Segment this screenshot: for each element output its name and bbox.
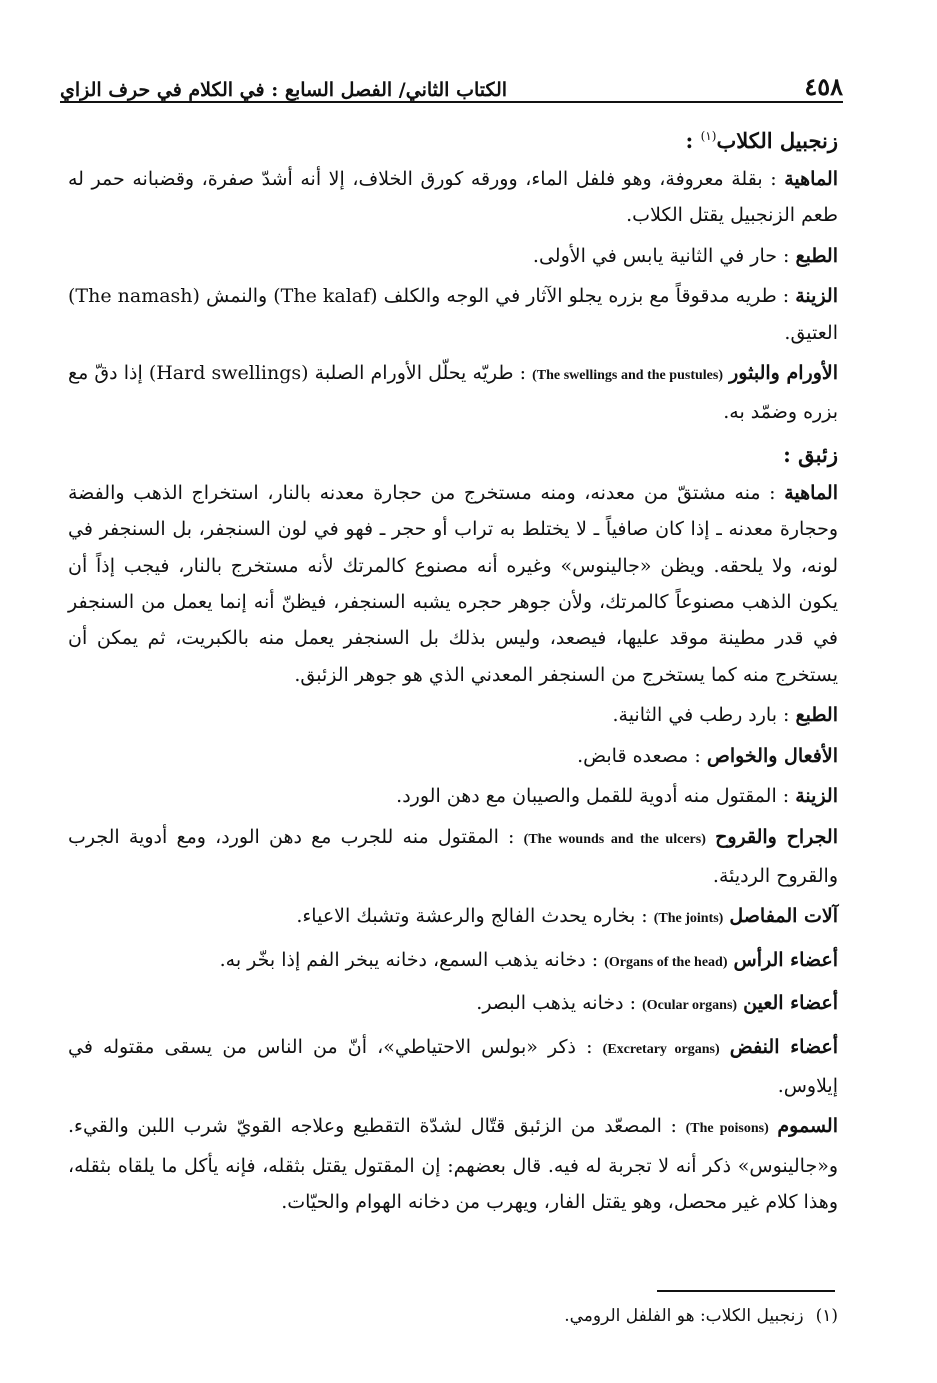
paragraph-text: : بارد رطب في الثانية. (612, 704, 790, 727)
entry-title-zanjabil (68, 116, 838, 161)
term: الطبع (795, 704, 838, 727)
page-header (60, 55, 843, 101)
latin-gloss: (Ocular organs) (642, 998, 738, 1014)
term: أعضاء الرأس (733, 948, 838, 971)
paragraph-text: : ذكر «بولس الاحتياطي»، أنّ من الناس من يسقى مقتوله في إيلاوس. (68, 1035, 838, 1097)
paragraph-text: : طريّه يحلّل الأورام الصلبة (Hard swellings) إذا دقّ مع بزره وضمّد به. (68, 362, 838, 424)
running-title: الكتاب الثاني/ الفصل السابع : في الكلام في حرف الزاي (60, 79, 508, 101)
entry-title-colon: : (685, 128, 701, 153)
paragraph (68, 1029, 838, 1105)
page-body (68, 116, 838, 1225)
paragraph (68, 778, 838, 814)
paragraph (68, 942, 838, 981)
page-number: ٤٥٨ (804, 72, 843, 101)
entry-title-text: زئبق (798, 441, 838, 467)
term: أعضاء العين (743, 992, 838, 1015)
term: الزينة (795, 285, 838, 308)
term: الزينة (795, 785, 838, 808)
latin-gloss: (Excretary organs) (602, 1041, 720, 1057)
footnote-marker: (١) (700, 129, 717, 143)
paragraph (68, 1108, 838, 1220)
paragraph (68, 161, 838, 234)
paragraph-text: : منه مشتقّ من معدنه، ومنه مستخرج من حجارة معدنه بالنار، استخراج الذهب والفضة وحجارة معدنه ـ إذا كان صافياً ـ لا يختلط به تراب أو حجر ـ فهو في لون السنجفر، بل السنجفر في لونه، ولا يلحقه. ويظن «جالينوس» وغيره أنه مصنوع كالمرتك لأنه مستخرج بالنار، فيجب إذاً أن يكون الذهب مصنوعاً كالمرتك، ولأن جوهر حجره يشبه السنجفر، فيظنّ أنه إنما يعمل من السنجفر في قدر مطينة موقد عليها، فيصعد، وليس بذلك بل السنجفر يعمل منه بالكبريت، ثم يمكن أن يستخرج منه كما يستخرج من السنجفر المعدني الذي هو جوهر الزئبق. (68, 481, 838, 686)
term: الأفعال والخواص (706, 744, 838, 767)
latin-gloss: (The swellings and the pustules) (532, 368, 723, 384)
paragraph-text: : المصعّد من الزئبق قتّال لشدّة التقطيع وعلاجه القويّ شرب اللبن والقيء. و«جالينوس» ذكر أنه لا تجربة له فيه. قال بعضهم: إن المقتول يقتل بثقله، فإنه يأكل ما يلقاه بثقله، وهذا كلام غير محصل، وهو يقتل الفار، ويهرب من دخانه الهوام والحيّات. (68, 1115, 838, 1214)
latin-gloss: (Organs of the head) (604, 954, 728, 970)
paragraph (68, 697, 838, 733)
paragraph (68, 738, 838, 774)
entry-title-text: زنجبيل الكلاب (716, 128, 838, 153)
paragraph-text: : حار في الثانية يابس في الأولى. (532, 244, 790, 267)
term: الطبع (795, 244, 838, 267)
paragraph-text: : طريه مدقوقاً مع بزره يجلو الآثار في الوجه والكلف (The kalaf) والنمش (The namash) العتيق. (68, 285, 838, 344)
paragraph (68, 985, 838, 1024)
term: الماهية (784, 481, 838, 504)
header-rule (60, 101, 843, 103)
paragraph-text: : المقتول منه أدوية للقمل والصيبان مع دهن الورد. (396, 785, 790, 808)
latin-gloss: (The wounds and the ulcers) (523, 831, 706, 847)
entry-title-zaybaq (68, 435, 838, 475)
latin-gloss: (The joints) (653, 911, 724, 927)
paragraph (68, 278, 838, 351)
term: السموم (777, 1115, 839, 1138)
paragraph-text: : دخانه يذهب البصر. (476, 992, 637, 1015)
paragraph (68, 898, 838, 937)
footnote-rule (657, 1290, 835, 1292)
term: الجراح والقروح (715, 825, 838, 848)
term: الأورام والبثور (729, 362, 838, 385)
paragraph-text: : بخاره يحدث الفالج والرعشة وتشبك الاعياء. (296, 905, 648, 928)
paragraph (68, 238, 838, 274)
paragraph-text: : بقلة معروفة، وهو فلفل الماء، وورقه كورق الخلاف، إلا أنه أشدّ صفرة، وقضبانه حمر له طعم الزنجبيل يقتل الكلاب. (68, 168, 838, 227)
entry-title-colon: : (783, 441, 799, 467)
paragraph-text: : المقتول منه للجرب مع دهن الورد، ومع أدوية الجرب والقروح الرديئة. (68, 825, 838, 887)
paragraph (68, 475, 838, 693)
paragraph (68, 355, 838, 431)
term: أعضاء النفض (729, 1035, 839, 1058)
footnote (68, 1298, 838, 1334)
term: آلات المفاصل (729, 905, 838, 928)
footnote-text: زنجبيل الكلاب: هو الفلفل الرومي. (564, 1306, 804, 1326)
paragraph-text: : مصعده قابض. (577, 744, 701, 767)
footnote-number: (١) (815, 1306, 838, 1326)
term: الماهية (784, 168, 838, 190)
latin-gloss: (The poisons) (685, 1121, 769, 1137)
paragraph-text: : دخانه يذهب السمع، دخانه يبخر الفم إذا بخّر به. (219, 948, 599, 971)
paragraph (68, 819, 838, 895)
